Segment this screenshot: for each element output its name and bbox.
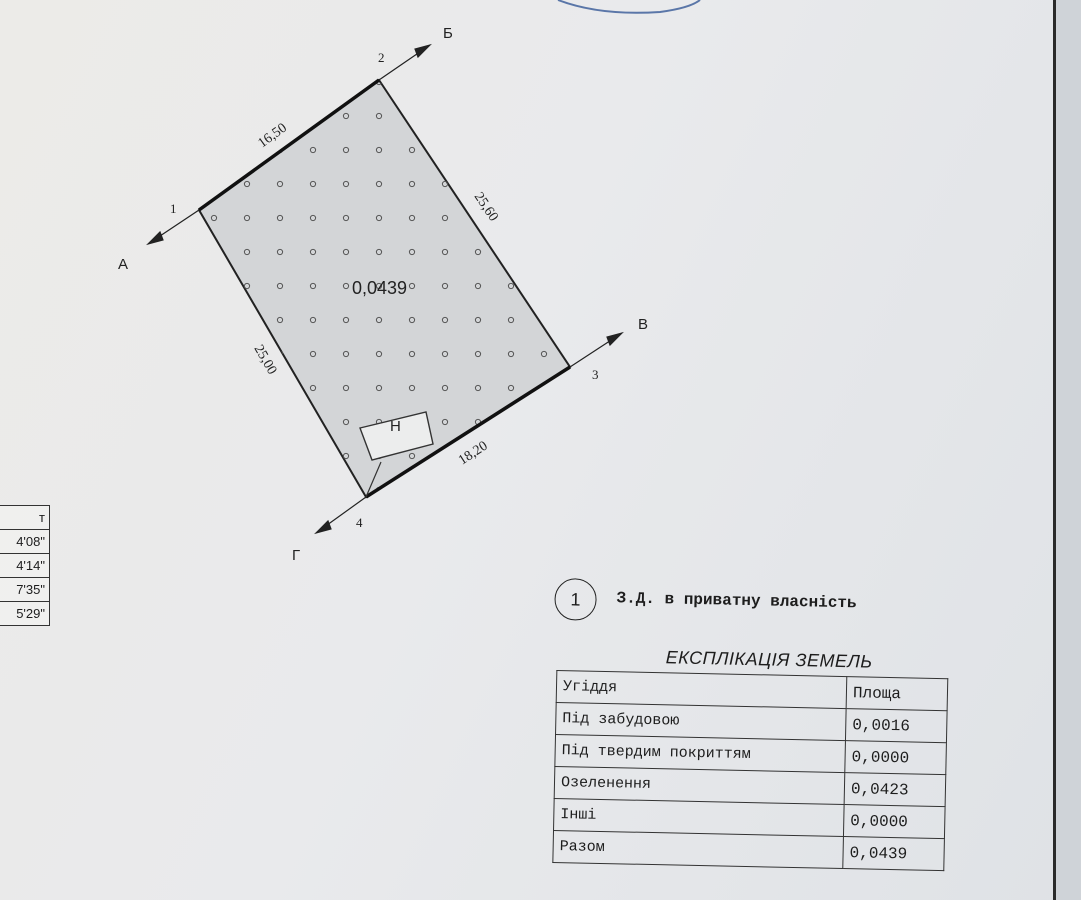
land-explication <box>552 640 952 871</box>
area-cell: 0,0016 <box>845 709 947 743</box>
explication-title: ЕКСПЛІКАЦІЯ ЗЕМЕЛЬ <box>665 647 873 672</box>
side-label-2-3: 25,60 <box>470 189 501 225</box>
land-type-cell: Під забудовою <box>556 702 847 740</box>
header-area: Площа <box>846 677 948 711</box>
legend <box>554 578 955 634</box>
point-label-4: 4 <box>356 515 363 530</box>
area-cell: 0,0439 <box>843 837 945 871</box>
area-label: 0,0439 <box>352 278 408 298</box>
coord-header: т <box>0 506 50 530</box>
coord-cell: 4'08" <box>0 530 50 554</box>
building-label: Н <box>390 418 401 435</box>
direction-label-g: Г <box>292 547 301 564</box>
direction-label-b: Б <box>443 25 453 42</box>
area-cell: 0,0000 <box>845 741 947 775</box>
coordinates-table-fragment <box>0 505 50 626</box>
direction-arrow-b <box>379 45 430 80</box>
coord-cell: 7'35" <box>0 578 50 602</box>
explication-table <box>552 670 948 871</box>
land-type-cell: Озеленення <box>554 766 845 804</box>
point-label-1: 1 <box>170 201 177 216</box>
stamp-fragment <box>558 0 700 13</box>
side-label-1-2: 16,50 <box>255 120 290 152</box>
side-label-3-4: 18,20 <box>456 438 491 469</box>
direction-arrow-v <box>570 333 622 367</box>
legend-number-circle: 1 <box>554 578 597 621</box>
point-label-3: 3 <box>592 367 599 382</box>
coord-cell: 4'14" <box>0 554 50 578</box>
point-label-2: 2 <box>378 50 385 65</box>
area-cell: 0,0000 <box>843 805 945 839</box>
area-cell: 0,0423 <box>844 773 946 807</box>
direction-label-v: В <box>638 316 649 333</box>
legend-text: З.Д. в приватну власність <box>616 589 857 613</box>
side-label-4-1: 25,00 <box>250 342 280 378</box>
land-type-cell: Під твердим покриттям <box>555 734 846 772</box>
land-type-cell: Разом <box>553 830 844 868</box>
direction-label-a: А <box>118 256 129 273</box>
coord-cell: 5'29" <box>0 602 50 626</box>
land-type-cell: Інші <box>554 798 845 836</box>
header-land-type: Угіддя <box>556 671 847 709</box>
